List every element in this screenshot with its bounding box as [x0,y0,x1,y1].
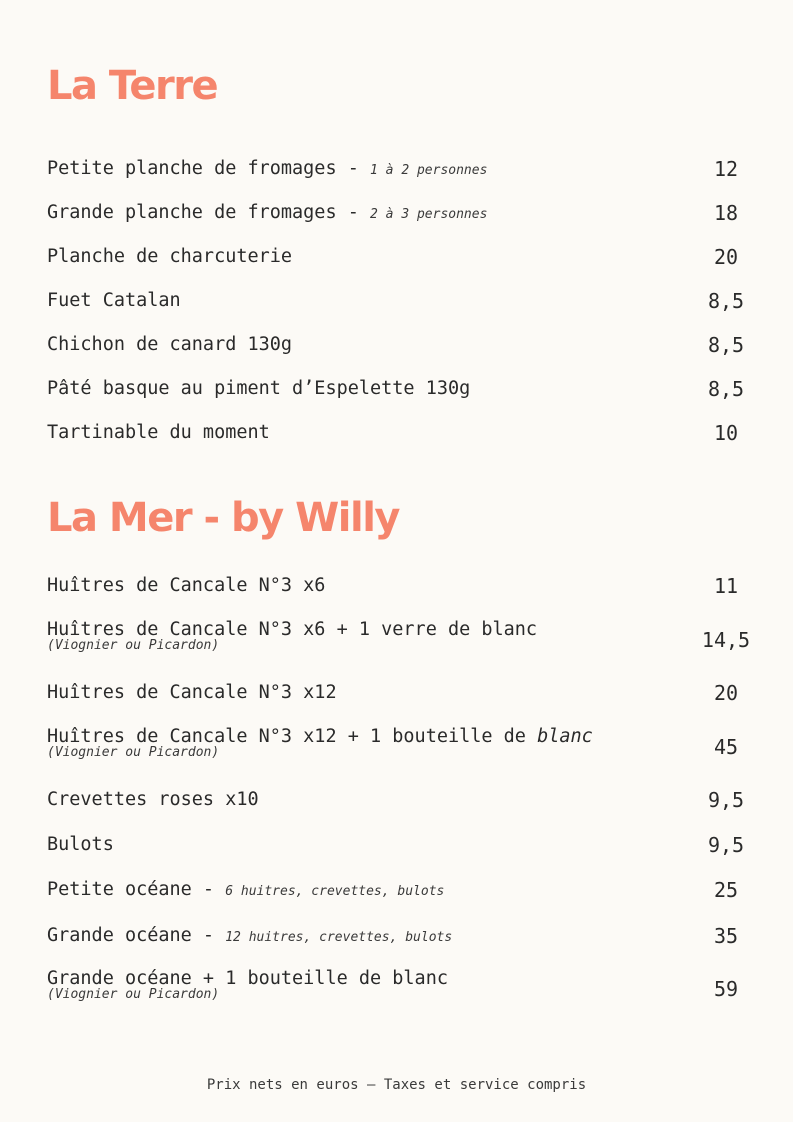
item-label: Pâté basque au piment d’Espelette 130g [47,378,471,399]
item-price: 20 [713,245,739,269]
item-label: Grande planche de fromages - 2 à 3 personnes [47,202,488,223]
item-price: 25 [713,878,739,902]
item-label: Huîtres de Cancale N°3 x6 + 1 verre de blanc [47,619,538,640]
item-price: 8,5 [707,289,745,313]
item-label-italic: blanc [537,726,593,747]
item-label: Chichon de canard 130g [47,334,293,355]
item-price: 12 [713,157,739,181]
item-price: 18 [713,201,739,225]
item-price: 35 [713,924,739,948]
item-note: 12 huitres, crevettes, bulots [225,930,453,945]
item-price: 11 [713,574,739,598]
item-price: 9,5 [707,833,745,857]
section-title-terre: La Terre [47,63,218,109]
footer-note: Prix nets en euros – Taxes et service compris [206,1077,587,1093]
item-label: Huîtres de Cancale N°3 x6 [47,575,326,596]
item-price: 10 [713,421,739,445]
item-note: 1 à 2 personnes [370,163,488,178]
item-label: Huîtres de Cancale N°3 x12 [47,682,337,703]
item-price: 59 [713,977,739,1001]
item-label: Tartinable du moment [47,422,270,443]
item-label: Petite planche de fromages - 1 à 2 personnes [47,158,488,179]
item-price: 8,5 [707,377,745,401]
item-price: 9,5 [707,788,745,812]
item-label: Fuet Catalan [47,290,181,311]
item-label: Planche de charcuterie [47,246,293,267]
item-label: Grande océane - 12 huitres, crevettes, bulots [47,925,453,946]
item-subnote: (Viognier ou Picardon) [47,745,220,760]
item-price: 45 [713,735,739,759]
item-label: Petite océane - 6 huitres, crevettes, bulots [47,879,445,900]
section-title-mer: La Mer - by Willy [47,495,399,541]
item-subnote: (Viognier ou Picardon) [47,638,220,653]
item-subnote: (Viognier ou Picardon) [47,987,220,1002]
item-note: 2 à 3 personnes [370,207,488,222]
item-label: Bulots [47,834,114,855]
item-price: 20 [713,681,739,705]
item-price: 14,5 [701,628,751,652]
item-price: 8,5 [707,333,745,357]
item-label: Grande océane + 1 bouteille de blanc [47,968,448,989]
item-label: Crevettes roses x10 [47,789,259,810]
item-note: 6 huitres, crevettes, bulots [225,884,445,899]
item-label: Huîtres de Cancale N°3 x12 + 1 bouteille de blanc [47,726,593,747]
